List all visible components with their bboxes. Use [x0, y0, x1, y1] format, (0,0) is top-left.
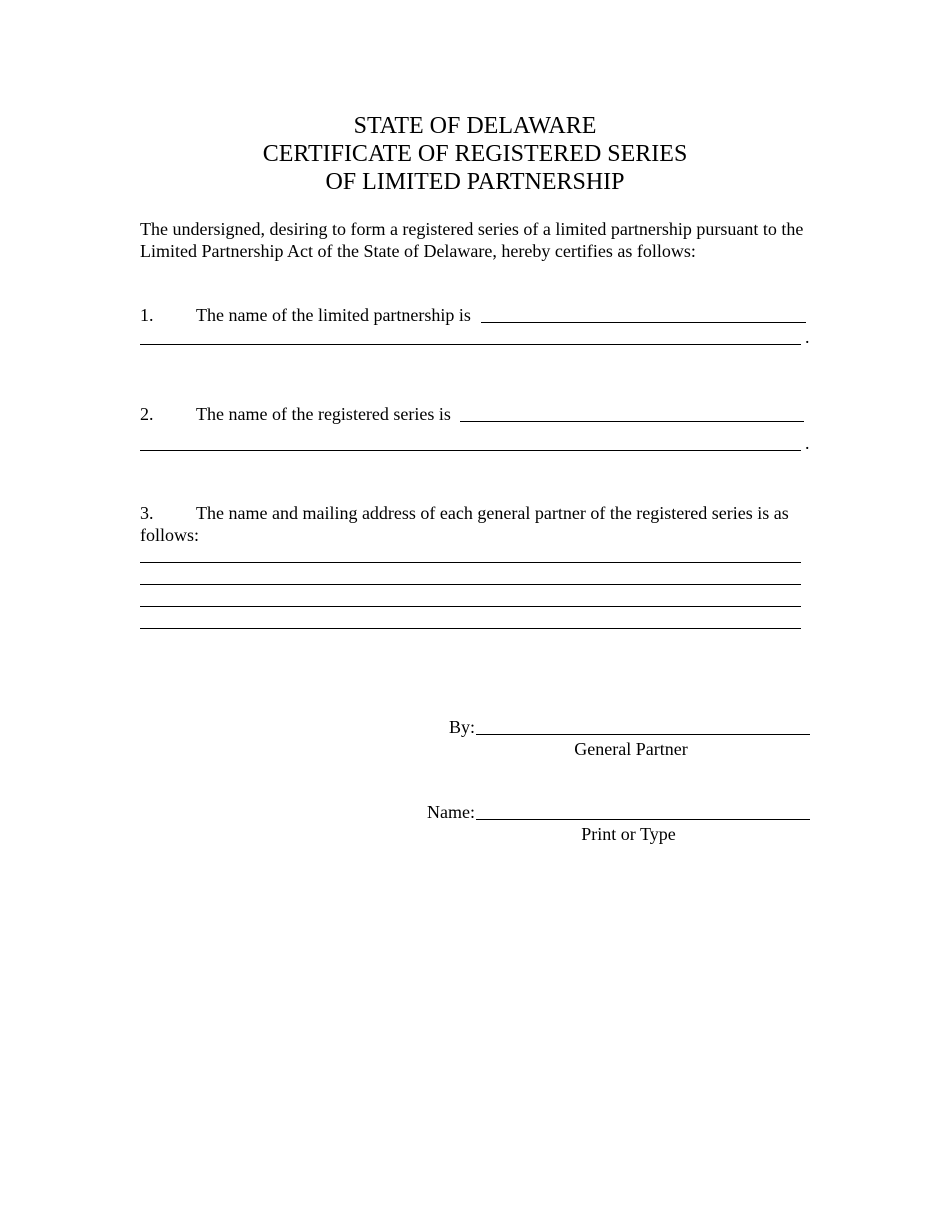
item-3-number: 3. [140, 503, 154, 523]
name-label: Name: [427, 802, 475, 822]
general-partner-address-line-2[interactable] [140, 584, 801, 585]
item-1 [140, 304, 471, 326]
item-1-text: The name of the limited partnership is [196, 305, 471, 325]
general-partner-address-line-4[interactable] [140, 628, 801, 629]
series-name-field-line-2[interactable] [140, 450, 801, 451]
item-3-text: The name and mailing address of each general partner of the registered series is as follows: [140, 503, 789, 545]
intro-paragraph: The undersigned, desiring to form a registered series of a limited partnership pursuant to the Limited Partnership Act of the State of Delaware, hereby certifies as follows: [140, 219, 804, 261]
general-partner-address-line-1[interactable] [140, 562, 801, 563]
series-name-field-line-1[interactable] [460, 421, 804, 422]
item-3 [140, 502, 815, 546]
by-caption: General Partner [574, 739, 688, 759]
item-2-text: The name of the registered series is [196, 404, 451, 424]
item-2-number: 2. [140, 404, 154, 424]
name-print-line[interactable] [476, 819, 810, 820]
general-partner-address-line-3[interactable] [140, 606, 801, 607]
by-label: By: [448, 717, 475, 737]
item-2-end-period: . [805, 433, 810, 453]
by-signature-line[interactable] [476, 734, 810, 735]
title-line-1: STATE OF DELAWARE [353, 113, 597, 139]
item-2 [140, 403, 451, 425]
title-line-2: CERTIFICATE OF REGISTERED SERIES [262, 141, 688, 167]
item-1-end-period: . [805, 327, 810, 347]
partnership-name-field-line-2[interactable] [140, 344, 801, 345]
title-line-3: OF LIMITED PARTNERSHIP [325, 169, 625, 195]
partnership-name-field-line-1[interactable] [481, 322, 806, 323]
name-caption: Print or Type [581, 824, 676, 844]
item-1-number: 1. [140, 305, 154, 325]
